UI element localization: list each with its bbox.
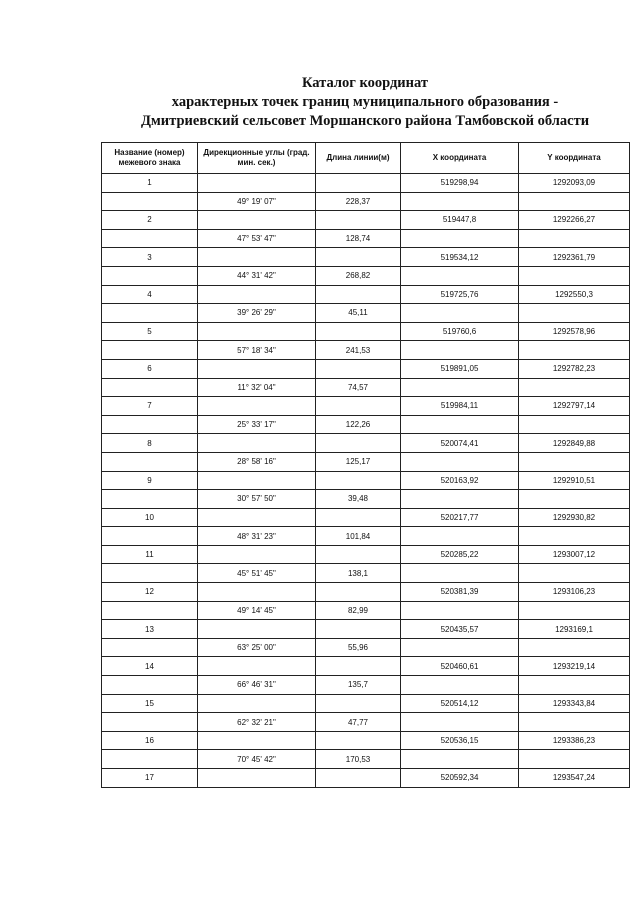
cell-x-coordinate: 520074,41 [401, 434, 519, 453]
cell-y-coordinate [519, 266, 630, 285]
cell-y-coordinate: 1293106,23 [519, 583, 630, 602]
cell-line-length: 241,53 [316, 341, 401, 360]
table-row [102, 676, 630, 695]
cell-y-coordinate: 1293219,14 [519, 657, 630, 676]
cell-y-coordinate [519, 750, 630, 769]
cell-y-coordinate [519, 452, 630, 471]
table-row [102, 174, 630, 193]
cell-direction-angle: 30° 57' 50" [198, 490, 316, 509]
cell-direction-angle [198, 211, 316, 230]
cell-direction-angle [198, 583, 316, 602]
cell-direction-angle: 45° 51' 45" [198, 564, 316, 583]
cell-point-name: 12 [102, 583, 198, 602]
cell-line-length [316, 769, 401, 788]
table-row [102, 285, 630, 304]
cell-direction-angle: 48° 31' 23" [198, 527, 316, 546]
cell-point-name [102, 490, 198, 509]
table-row [102, 638, 630, 657]
cell-line-length: 135,7 [316, 676, 401, 695]
cell-line-length: 39,48 [316, 490, 401, 509]
cell-direction-angle [198, 322, 316, 341]
table-row [102, 731, 630, 750]
cell-line-length: 45,11 [316, 304, 401, 323]
cell-direction-angle: 57° 18' 34" [198, 341, 316, 360]
cell-line-length [316, 359, 401, 378]
cell-point-name: 4 [102, 285, 198, 304]
cell-point-name: 16 [102, 731, 198, 750]
cell-point-name: 13 [102, 620, 198, 639]
cell-point-name: 14 [102, 657, 198, 676]
cell-x-coordinate [401, 676, 519, 695]
cell-x-coordinate: 520217,77 [401, 508, 519, 527]
cell-point-name: 9 [102, 471, 198, 490]
cell-x-coordinate [401, 490, 519, 509]
table-row [102, 583, 630, 602]
cell-x-coordinate [401, 229, 519, 248]
cell-line-length [316, 545, 401, 564]
table-row [102, 694, 630, 713]
cell-point-name [102, 266, 198, 285]
cell-line-length [316, 508, 401, 527]
cell-point-name [102, 713, 198, 732]
table-row [102, 564, 630, 583]
table-row [102, 620, 630, 639]
cell-y-coordinate [519, 713, 630, 732]
cell-line-length [316, 248, 401, 267]
cell-x-coordinate: 520536,15 [401, 731, 519, 750]
cell-point-name [102, 378, 198, 397]
table-row [102, 266, 630, 285]
cell-line-length [316, 731, 401, 750]
cell-point-name: 6 [102, 359, 198, 378]
cell-point-name [102, 527, 198, 546]
cell-point-name: 8 [102, 434, 198, 453]
cell-x-coordinate [401, 266, 519, 285]
cell-line-length: 138,1 [316, 564, 401, 583]
cell-line-length: 122,26 [316, 415, 401, 434]
cell-line-length: 101,84 [316, 527, 401, 546]
cell-y-coordinate [519, 378, 630, 397]
cell-direction-angle [198, 545, 316, 564]
cell-y-coordinate [519, 601, 630, 620]
title-line-1: Каталог координат [301, 75, 429, 91]
table-row [102, 471, 630, 490]
cell-x-coordinate: 520163,92 [401, 471, 519, 490]
table-row [102, 769, 630, 788]
cell-y-coordinate [519, 341, 630, 360]
cell-point-name [102, 229, 198, 248]
cell-direction-angle: 44° 31' 42" [198, 266, 316, 285]
cell-point-name: 10 [102, 508, 198, 527]
cell-y-coordinate [519, 415, 630, 434]
cell-direction-angle [198, 620, 316, 639]
cell-x-coordinate [401, 564, 519, 583]
header-x-coordinate: X координата [401, 143, 519, 174]
cell-x-coordinate [401, 601, 519, 620]
cell-point-name: 15 [102, 694, 198, 713]
cell-line-length [316, 471, 401, 490]
cell-direction-angle: 47° 53' 47" [198, 229, 316, 248]
cell-direction-angle: 49° 19' 07" [198, 192, 316, 211]
cell-point-name [102, 415, 198, 434]
cell-line-length [316, 694, 401, 713]
table-row [102, 527, 630, 546]
cell-y-coordinate [519, 527, 630, 546]
table-row [102, 545, 630, 564]
cell-x-coordinate: 519760,6 [401, 322, 519, 341]
table-header-row [102, 143, 630, 174]
cell-direction-angle: 39° 26' 29" [198, 304, 316, 323]
cell-y-coordinate: 1293007,12 [519, 545, 630, 564]
cell-line-length: 170,53 [316, 750, 401, 769]
cell-line-length: 82,99 [316, 601, 401, 620]
header-direction-angle: Дирекционные углы (град. мин. сек.) [198, 143, 316, 174]
cell-point-name [102, 676, 198, 695]
cell-point-name [102, 601, 198, 620]
cell-point-name: 3 [102, 248, 198, 267]
cell-direction-angle: 62° 32' 21" [198, 713, 316, 732]
table-row [102, 415, 630, 434]
cell-x-coordinate [401, 750, 519, 769]
cell-x-coordinate: 520285,22 [401, 545, 519, 564]
cell-direction-angle [198, 397, 316, 416]
cell-line-length [316, 322, 401, 341]
cell-y-coordinate [519, 192, 630, 211]
cell-x-coordinate [401, 378, 519, 397]
table-row [102, 434, 630, 453]
cell-x-coordinate: 520514,12 [401, 694, 519, 713]
cell-line-length: 128,74 [316, 229, 401, 248]
cell-line-length: 47,77 [316, 713, 401, 732]
cell-x-coordinate [401, 452, 519, 471]
cell-x-coordinate: 519298,94 [401, 174, 519, 193]
cell-direction-angle: 11° 32' 04" [198, 378, 316, 397]
cell-direction-angle [198, 174, 316, 193]
table-row [102, 211, 630, 230]
cell-direction-angle: 25° 33' 17" [198, 415, 316, 434]
cell-x-coordinate: 520381,39 [401, 583, 519, 602]
cell-x-coordinate: 519984,11 [401, 397, 519, 416]
table-row [102, 248, 630, 267]
cell-y-coordinate: 1292550,3 [519, 285, 630, 304]
cell-point-name: 17 [102, 769, 198, 788]
cell-x-coordinate: 519725,76 [401, 285, 519, 304]
cell-y-coordinate [519, 638, 630, 657]
header-line-length: Длина линии(м) [316, 143, 401, 174]
cell-y-coordinate [519, 304, 630, 323]
table-row [102, 359, 630, 378]
cell-x-coordinate [401, 341, 519, 360]
table-row [102, 229, 630, 248]
title-line-2: характерных точек границ муниципального образования - [171, 94, 559, 110]
cell-point-name: 1 [102, 174, 198, 193]
table-row [102, 508, 630, 527]
cell-line-length: 125,17 [316, 452, 401, 471]
cell-y-coordinate: 1292849,88 [519, 434, 630, 453]
table-row [102, 713, 630, 732]
cell-x-coordinate: 519891,05 [401, 359, 519, 378]
cell-point-name [102, 192, 198, 211]
table-row [102, 192, 630, 211]
cell-y-coordinate: 1292782,23 [519, 359, 630, 378]
cell-y-coordinate: 1292910,51 [519, 471, 630, 490]
cell-x-coordinate [401, 713, 519, 732]
cell-point-name: 11 [102, 545, 198, 564]
cell-direction-angle [198, 434, 316, 453]
cell-direction-angle [198, 471, 316, 490]
cell-point-name [102, 638, 198, 657]
cell-direction-angle: 70° 45' 42" [198, 750, 316, 769]
cell-line-length [316, 174, 401, 193]
cell-y-coordinate: 1293547,24 [519, 769, 630, 788]
cell-x-coordinate [401, 192, 519, 211]
cell-y-coordinate: 1292930,82 [519, 508, 630, 527]
cell-line-length [316, 620, 401, 639]
cell-y-coordinate: 1292361,79 [519, 248, 630, 267]
cell-x-coordinate [401, 638, 519, 657]
cell-y-coordinate [519, 564, 630, 583]
cell-y-coordinate: 1292093,09 [519, 174, 630, 193]
cell-x-coordinate: 520592,34 [401, 769, 519, 788]
cell-direction-angle [198, 359, 316, 378]
cell-y-coordinate [519, 490, 630, 509]
cell-line-length: 228,37 [316, 192, 401, 211]
table-row [102, 378, 630, 397]
cell-point-name [102, 750, 198, 769]
cell-direction-angle [198, 508, 316, 527]
cell-x-coordinate [401, 304, 519, 323]
cell-point-name [102, 564, 198, 583]
cell-line-length [316, 434, 401, 453]
title-line-3: Дмитриевский сельсовет Моршанского района Тамбовской области [140, 113, 590, 129]
table-row [102, 341, 630, 360]
cell-direction-angle: 66° 46' 31" [198, 676, 316, 695]
table-row [102, 750, 630, 769]
cell-line-length [316, 397, 401, 416]
cell-x-coordinate: 519534,12 [401, 248, 519, 267]
table-row [102, 322, 630, 341]
table-row [102, 452, 630, 471]
cell-direction-angle [198, 769, 316, 788]
cell-direction-angle [198, 694, 316, 713]
cell-line-length [316, 657, 401, 676]
cell-point-name: 5 [102, 322, 198, 341]
cell-x-coordinate [401, 527, 519, 546]
table-row [102, 490, 630, 509]
cell-x-coordinate [401, 415, 519, 434]
cell-direction-angle [198, 248, 316, 267]
cell-line-length: 268,82 [316, 266, 401, 285]
cell-y-coordinate: 1293343,84 [519, 694, 630, 713]
table-row [102, 657, 630, 676]
cell-y-coordinate: 1293386,23 [519, 731, 630, 750]
cell-y-coordinate: 1292578,96 [519, 322, 630, 341]
cell-point-name [102, 452, 198, 471]
cell-direction-angle [198, 285, 316, 304]
cell-point-name: 7 [102, 397, 198, 416]
cell-y-coordinate: 1292797,14 [519, 397, 630, 416]
cell-direction-angle [198, 657, 316, 676]
cell-direction-angle: 63° 25' 00" [198, 638, 316, 657]
cell-point-name [102, 304, 198, 323]
cell-y-coordinate [519, 229, 630, 248]
table-body [102, 174, 630, 788]
cell-direction-angle [198, 731, 316, 750]
cell-direction-angle: 28° 58' 16" [198, 452, 316, 471]
cell-line-length: 74,57 [316, 378, 401, 397]
cell-y-coordinate: 1292266,27 [519, 211, 630, 230]
cell-y-coordinate [519, 676, 630, 695]
cell-x-coordinate: 520460,61 [401, 657, 519, 676]
cell-line-length: 55,96 [316, 638, 401, 657]
cell-y-coordinate: 1293169,1 [519, 620, 630, 639]
document-title [90, 74, 640, 131]
table-row [102, 397, 630, 416]
cell-x-coordinate: 520435,57 [401, 620, 519, 639]
cell-point-name: 2 [102, 211, 198, 230]
header-point-name: Название (номер) межевого знака [102, 143, 198, 174]
cell-line-length [316, 211, 401, 230]
cell-line-length [316, 285, 401, 304]
cell-direction-angle: 49° 14' 45" [198, 601, 316, 620]
table-row [102, 304, 630, 323]
table-row [102, 601, 630, 620]
header-y-coordinate: Y координата [519, 143, 630, 174]
cell-x-coordinate: 519447,8 [401, 211, 519, 230]
cell-line-length [316, 583, 401, 602]
cell-point-name [102, 341, 198, 360]
coordinate-catalog-table [101, 142, 630, 788]
